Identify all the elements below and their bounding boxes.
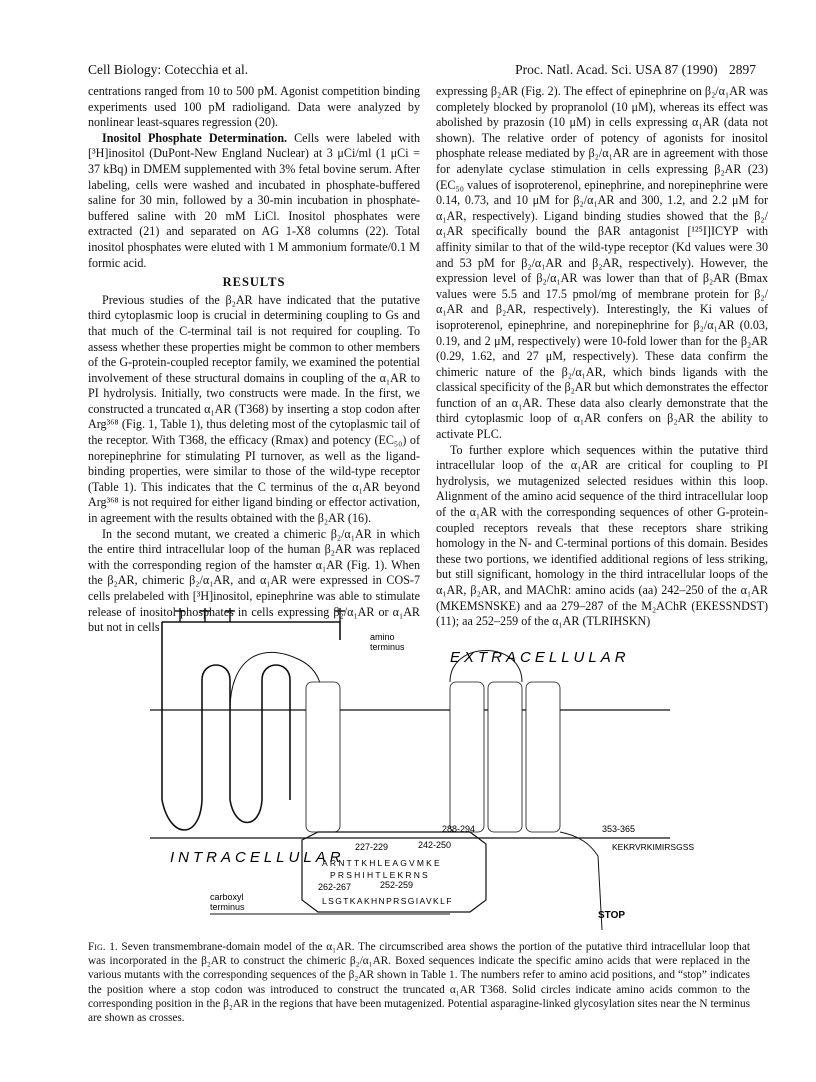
methods-paragraph-end: centrations ranged from 10 to 500 pM. Agonist competition binding experiments used 100 pM radioligand. Data were analyzed by nonlinear least-squares regression (20). <box>88 84 420 130</box>
header-section-authors: Cell Biology: Cotecchia et al. <box>88 62 249 77</box>
header-journal-page <box>507 62 756 78</box>
receptor-diagram <box>150 600 695 930</box>
figure-1-receptor-model <box>150 600 695 930</box>
range-242-250: 242-250 <box>418 840 452 850</box>
range-353-365: 353-365 <box>602 824 636 834</box>
tm-residue-columns <box>306 682 560 832</box>
results-paragraph-3: To further explore which sequences within the putative third intracellular loop of the α₁AR are critical for coupling to PI hydrolysis, we mutagenized selected residues within this loop. Alignment of the amino acid sequence of the third intracellular loop of the α₁AR with the corresponding sequences of other G-protein-coupled receptors reveals that these receptors share striking homology in the N- and C-terminal portions of this domain. Besides these two portions, we identified additional regions of less striking, but still significant, homology in the third intracellular loops of the α₁AR, β₂AR, and MAChR: amino acids (aa) 242–250 of the α₁AR (MKEMSNSKE) and aa 279–287 of the M₂AChR (EKESSNDST) (11); aa 252–259 of the α₁AR (TLRIHSKN) <box>436 442 768 629</box>
amino-terminus-label-2: terminus <box>370 642 405 652</box>
results-paragraph-continued: expressing β₂AR (Fig. 2). The effect of epinephrine on β₂/α₁AR was completely blocked by propranolol (10 μM), whereas its effect was abolished by prazosin (10 μM) in cells expressing α₁AR (data not shown). The relative order of potency of agonists for inositol phosphate release mediated by β₂/α₁AR are in agreement with those for adenylate cyclase stimulation in cells expressing β₂AR (23) (EC₅₀ values of isoproterenol, epinephrine, and norepinephrine were 0.14, 0.73, and 10 μM for β₂/α₁AR and 300, 1.2, and 2.2 μM for α₁AR, respectively). Ligand binding studies showed that the β₂/α₁AR specifically bound the βAR antagonist [¹²⁵I]ICYP with affinity similar to that of the wild-type receptor (Kd values were 30 and 53 pM for β₂/α₁AR and β₂AR, respectively). However, the expression level of β₂/α₁AR was lower than that of β₂AR (Bmax values were 5.5 and 17.5 pmol/mg of membrane protein for β₂/α₁AR and β₂AR, respectively). Interestingly, the Ki values of isoproterenol, epinephrine, and norepinephrine for β₂/α₁AR (0.03, 0.19, and 2 μM, respectively) were 10-fold lower than for the β₂AR (0.29, 1.62, and 27 μM, respectively). These data confirm the chimeric nature of the β₂/α₁AR, which binds ligands with the classical specificity of the β₂AR but which demonstrates the effector function of an α₁AR. These data also clearly demonstrate that the third cytoplasmic loop of α₁AR confers on β₂AR the ability to activate PLC. <box>436 84 768 442</box>
n-terminus-chain <box>162 622 340 640</box>
range-227-229: 227-229 <box>355 842 389 852</box>
left-column <box>88 84 420 636</box>
extracellular-label: EXTRACELLULAR <box>450 649 630 666</box>
results-heading: RESULTS <box>222 275 286 290</box>
tm-residue-column <box>488 682 522 832</box>
intracellular-label: INTRACELLULAR <box>170 849 345 866</box>
running-header <box>88 62 756 80</box>
inositol-heading: Inositol Phosphate Determination. <box>102 130 288 145</box>
right-column <box>436 84 768 630</box>
tm-helices-folded <box>162 665 290 830</box>
loop-sequence-mid: PRSHIHTLEKRNS <box>330 870 430 880</box>
tail-sequence: KEKRVRKIMIRSGSS <box>612 842 695 852</box>
results-paragraph-2: In the second mutant, we created a chimeric β₂/α₁AR in which the entire third intracellular loop of the human β₂AR was replaced with the corresponding region of the hamster α₁AR (Fig. 1). When the β₂AR, chimeric β₂/α₁AR, and α₁AR were expressed in COS-7 cells prelabeled with [³H]inositol, epinephrine was able to stimulate release of inositol phosphates in cells expressing β₂/α₁AR or α₁AR but not in cells <box>88 526 420 635</box>
header-journal: Proc. Natl. Acad. Sci. USA 87 (1990) <box>515 62 718 77</box>
range-262-267: 262-267 <box>318 882 352 892</box>
carboxyl-terminus-label-2: terminus <box>210 902 245 912</box>
loop-sequence-top: ARNTTKHLEAGVMKE <box>322 858 442 868</box>
results-paragraph-1: Previous studies of the β₂AR have indicated that the putative third cytoplasmic loop is crucial in determining coupling to Gs and that much of the C-terminal tail is not required for coupling. To assess whether these properties might be common to other members of the G-protein-coupled receptor family, we examined the potential involvement of these structural domains in coupling of the α₁AR to PI hydrolysis. Initially, two constructs were made. In the first, we constructed a truncated α₁AR (T368) by inserting a stop codon after Arg³⁶⁸ (Fig. 1, Table 1), thus deleting most of the cytoplasmic tail of the receptor. With T368, the efficacy (Rmax) and potency (EC₅₀) of norepinephrine for stimulating PI turnover, as well as the ligand-binding properties, were similar to those of the wild-type receptor (Table 1). This indicates that the C terminus of the α₁AR beyond Arg³⁶⁸ is not required for either ligand binding or effector activation, in agreement with the results obtained with the β₂AR (16). <box>88 292 420 526</box>
inositol-methods-paragraph <box>88 131 420 271</box>
header-page-number: 2897 <box>729 62 756 77</box>
stop-label: STOP <box>598 910 626 921</box>
glycosylation-crosses <box>175 608 345 622</box>
range-288-294: 288-294 <box>442 824 476 834</box>
amino-terminus-label-1: amino <box>370 632 395 642</box>
loop-sequence-bottom: LSGTKAKHNPRSGIAVKLF <box>322 896 453 906</box>
tm-residue-column <box>526 682 560 832</box>
carboxyl-terminus-label-1: carboxyl <box>210 892 244 902</box>
figure-1-caption <box>88 940 750 1025</box>
tm-residue-column <box>306 682 340 832</box>
c-terminal-tail <box>560 832 602 930</box>
tm-residue-column <box>450 682 484 832</box>
range-252-259: 252-259 <box>380 880 414 890</box>
caption-text: Seven transmembrane-domain model of the α₁AR. The circumscribed area shows the portion of the putative third intracellular loop that was incorporated in the β₂AR to construct the chimeric β₂/α₁AR. Boxed sequences indicate the specific amino acids that were replaced in the various mutants with the corresponding sequences of the β₂AR shown in Table 1. The numbers refer to amino acid positions, and “stop” indicates the position where a stop codon was introduced to construct the truncated α₁AR T368. Solid circles indicate amino acids common to the corresponding position in the β₂AR in the regions that have been mutagenized. Potential asparagine-linked glycosylation sites near the N terminus are shown as crosses. <box>88 941 750 1025</box>
caption-label: Fig. 1. <box>88 941 118 953</box>
inositol-methods-text: Cells were labeled with [³H]inositol (DuPont-New England Nuclear) at 3 μCi/ml (1 μCi = 37 kBq) in DMEM supplemented with 3% fetal bovine serum. After labeling, cells were washed and incubated in phosphate-buffered saline for 30 min, followed by a 30-min incubation in phosphate-buffered saline with 20 mM LiCl. Inositol phosphates were extracted (21) and separated on AG 1-X8 columns (22). Total inositol phosphates were eluted with 1 M ammonium formate/0.1 M formic acid. <box>88 130 420 270</box>
